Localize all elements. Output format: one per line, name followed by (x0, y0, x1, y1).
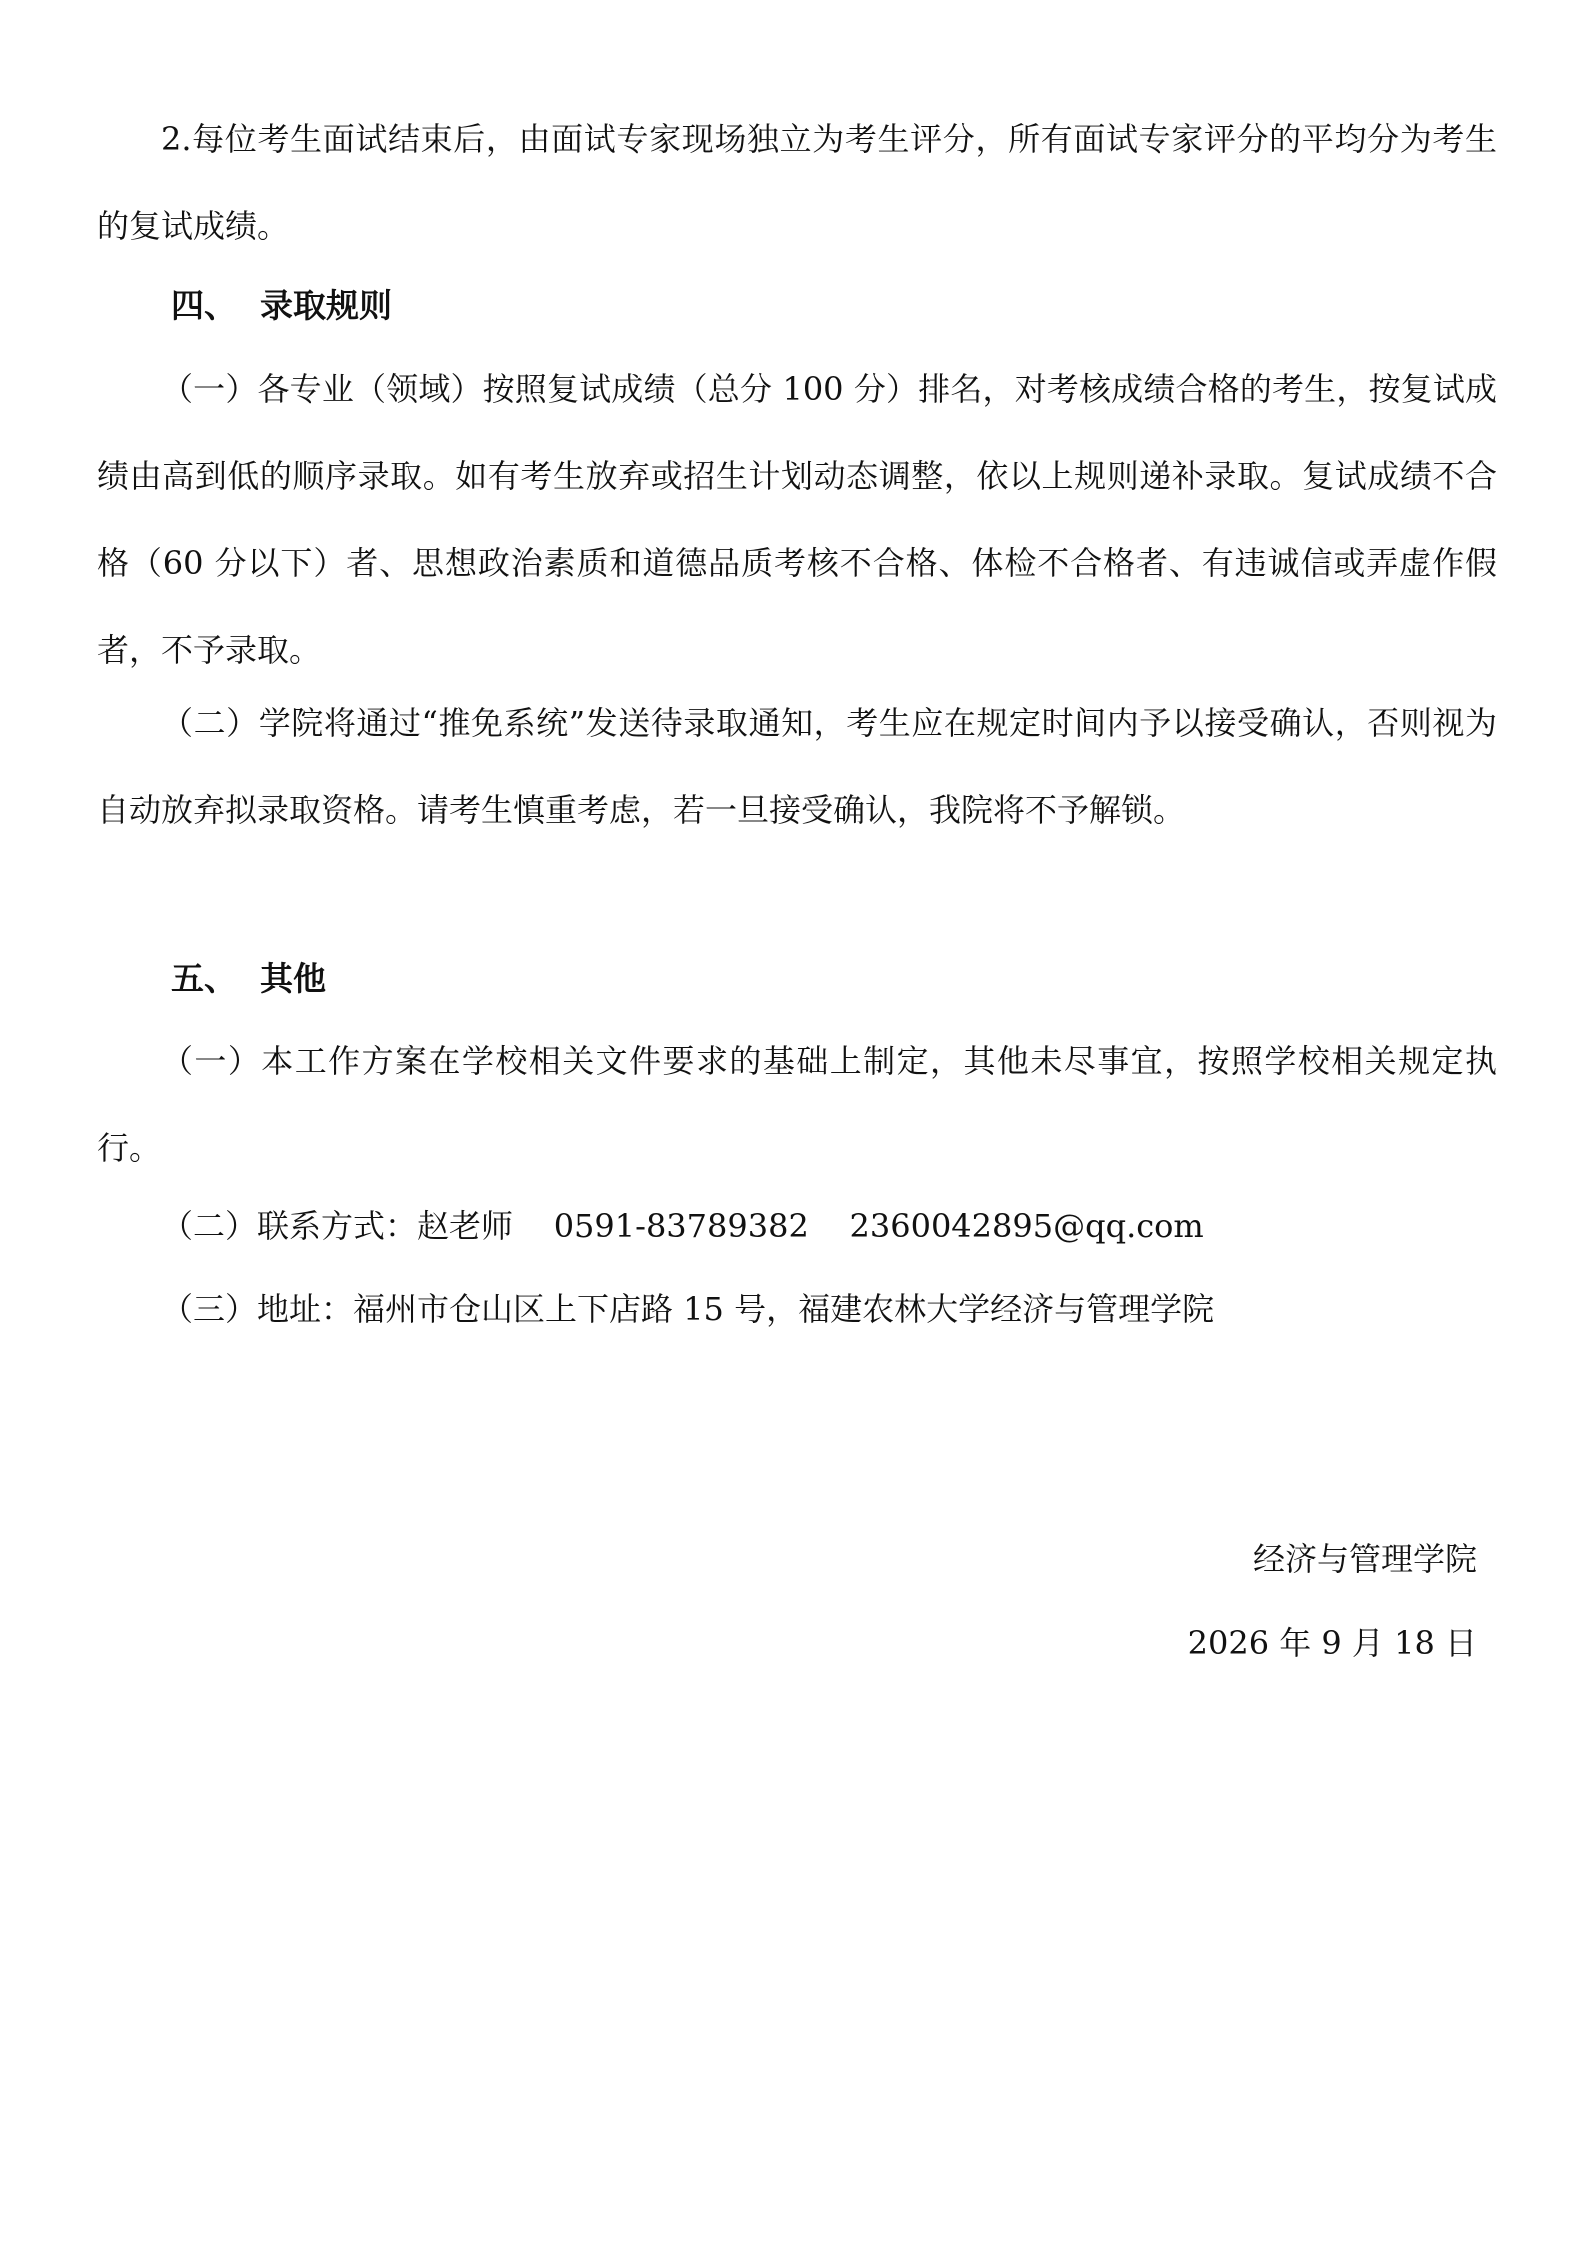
paragraph-admission-ranking: （一）各专业（领域）按照复试成绩（总分 100 分）排名，对考核成绩合格的考生，按复试成绩由高到低的顺序录取。如有考生放弃或招生计划动态调整，依以上规则递补录取。复试成绩不合格（60 分以下）者、思想政治素质和道德品质考核不合格、体检不合格者、有违诚信或弄虚作假者，不予录取。 (97, 370, 1497, 669)
section-heading-admission-rules: 四、 录取规则 (171, 286, 392, 325)
paragraph-scoring-rule: 2.每位考生面试结束后，由面试专家现场独立为考生评分，所有面试专家评分的平均分为考生的复试成绩。 (97, 120, 1497, 245)
paragraph-other-rules: （一）本工作方案在学校相关文件要求的基础上制定，其他未尽事宜，按照学校相关规定执行。 (97, 1042, 1497, 1167)
section-heading-other: 五、 其他 (171, 959, 326, 998)
signature-organization: 经济与管理学院 (1252, 1540, 1477, 1578)
address-info: （三）地址：福州市仓山区上下店路 15 号，福建农林大学经济与管理学院 (161, 1290, 1215, 1328)
signature-date: 2026 年 9 月 18 日 (1187, 1624, 1477, 1662)
paragraph-admission-notice: （二）学院将通过“推免系统”发送待录取通知，考生应在规定时间内予以接受确认，否则视为自动放弃拟录取资格。请考生慎重考虑，若一旦接受确认，我院将不予解锁。 (97, 704, 1497, 829)
contact-info: （二）联系方式：赵老师 0591-83789382 2360042895@qq.com (161, 1207, 1204, 1245)
